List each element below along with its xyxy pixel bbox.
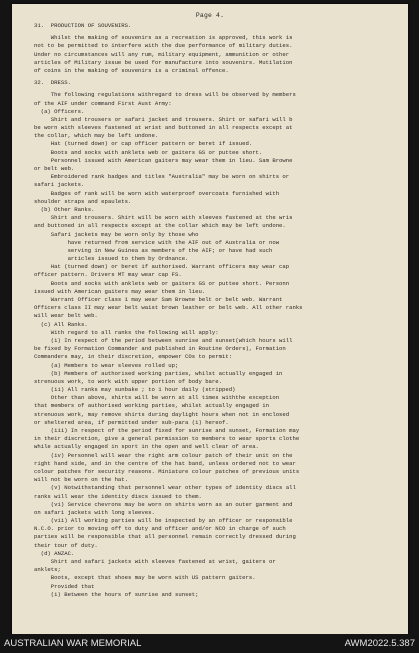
text-line: Warrant Officer class 1 may wear Sam Browne belt or belt web. Warrant [34, 296, 283, 303]
text-line: (i) In respect of the period between sunrise and sunset(which hours will [34, 336, 293, 344]
archive-name: AUSTRALIAN WAR MEMORIAL [4, 638, 142, 649]
text-line: will wear belt web. [34, 312, 98, 320]
text-line: Shirt and safari jackets with sleeves fastened at wrist, gaiters or [34, 558, 276, 565]
text-line: or sheltered area, if permitted under sub-para (i) hereof. [34, 418, 229, 426]
text-line: (c) All Ranks. [34, 320, 88, 328]
text-line: on safari jackets with long sleeves. [34, 508, 155, 516]
text-line: of the AIF under command First Aust Army: [34, 99, 172, 107]
text-line: of coins in the making of souvenirs is a criminal offence. [34, 66, 229, 74]
text-line: (i) Between the hours of sunrise and sunset; [34, 590, 199, 598]
text-line: anklets; [34, 566, 61, 574]
text-line: that members of authorised working parties, whilst actually engaged in [34, 402, 269, 410]
text-line: parties will be responsible that all personnel remain correctly dressed during [34, 533, 296, 541]
text-line: Under no circumstances will any rum, military equipment, ammunition or other [34, 50, 290, 58]
text-line: N.C.O. prior to moving off to duty and officer and/or NCO in charge of such [34, 525, 286, 533]
text-line: (vi) Service chevrons may be worn on shirts worn as an outer garment and [34, 500, 293, 508]
text-line: (d) ANZAC. [34, 549, 75, 557]
text-line: Boots and socks with anklets web or gaiters GS or puttee short. [34, 148, 263, 156]
text-line: The following regulations withregard to dress will be observed by members [34, 91, 296, 99]
text-line: right hand side, and in the centre of the hat band, unless ordered not to wear [34, 459, 296, 467]
text-line: Boots, except that shoes may be worn with US pattern gaiters. [34, 574, 256, 582]
text-line: articles issued to them by Ordnance. [34, 255, 189, 263]
text-line: 32. DRESS. [34, 79, 71, 87]
archive-footer [0, 634, 419, 653]
text-line: articles of Military issue be used for manufacture into souvenirs. Mutilation [34, 58, 293, 66]
text-line: (iv) Personnel will wear the right arm colour patch of their unit on the [34, 451, 293, 459]
text-line: shoulder straps and epaulets. [34, 197, 132, 205]
text-line: and buttoned in all respects except at the collar which may be left undone. [34, 222, 286, 230]
text-line: officer pattern. Drivers MT may wear cap FS. [34, 271, 182, 279]
text-line: serving in New Guinea as members of the AIF; or have had such [34, 246, 273, 254]
text-line: (v) Notwithstanding that personnel wear other types of identity discs all [34, 484, 296, 492]
text-line: Officers class II may wear belt waist brown leather or belt web. All other ranks [34, 304, 303, 312]
text-line: Shirt and trousers or safari jacket and trousers. Shirt or safari will b [34, 115, 293, 123]
text-line: Safari jackets may be worn only by those who [34, 230, 199, 238]
text-line: their tour of duty. [34, 541, 98, 549]
text-line: Embroidered rank badges and titles "Australia" may be worn on shirts or [34, 173, 290, 181]
text-line: the collar, which may be left undone. [34, 132, 159, 140]
text-line: (b) Members of authorised working parties, whilst actually engaged in [34, 369, 283, 377]
text-line: (iii) In respect of the period fixed for sunrise and sunset, Formation may [34, 427, 300, 434]
text-line: have returned from service with the AIF out of Australia or now [34, 238, 280, 246]
text-line: With regard to all ranks the following will apply: [34, 328, 219, 336]
item-id: AWM2022.5.387 [344, 638, 415, 649]
text-line: Personnel issued with American gaiters may wear them in lieu. Sam Browne [34, 156, 293, 164]
text-line: Hat (turned down) or beret if authorised. Warrant officers may wear cap [34, 263, 290, 271]
text-line: (vii) All working parties will be inspected by an officer or responsible [34, 517, 293, 525]
text-line: safari jackets. [34, 181, 85, 189]
text-line: be worn with sleeves fastened at wrist and buttoned in all respects except at [34, 124, 293, 132]
text-line: or belt web. [34, 165, 75, 172]
document-page [12, 4, 408, 634]
text-line: ranks will wear the identity discs issued to them. [34, 492, 202, 500]
text-line: Commanders may, in their discretion, empower COs to permit: [34, 353, 233, 361]
document-body [34, 22, 394, 599]
text-line: (a) Officers. [34, 107, 85, 115]
text-line: (ii) All ranks may sunbake ; to 1 hour daily (stripped) [34, 386, 236, 394]
text-line: strenuous work, may remove shirts during daylight hours when not in enclosed [34, 410, 290, 418]
text-line: Whilst the making of souvenirs as a recreation is approved, this work is [34, 34, 293, 42]
text-line: Boots and socks with anklets web or gaiters GS or puttee short. Personn [34, 279, 290, 287]
text-line: not to be permitted to interfere with the due performance of military duties. [34, 42, 293, 50]
text-line: strenuous work, to work with upper portion of body bare. [34, 377, 222, 385]
text-line: Hat (turned down) or cap officer pattern or beret if issued. [34, 140, 253, 148]
text-line: while actually engaged in sport in the open and well clear of area. [34, 443, 259, 451]
text-line: issued with American gaiters may wear them in lieu. [34, 287, 206, 295]
text-line: will not be worn on the hat. [34, 476, 128, 484]
page-header: Page 4. [195, 12, 225, 19]
text-line: (a) Members to wear sleeves rolled up; [34, 361, 179, 369]
text-line: Other than above, shirts will be worn at all times withthe exception [34, 394, 280, 402]
text-line: 31. PRODUCTION OF SOUVENIRS. [34, 22, 132, 29]
text-line: colour patches for security reasons. Miniature colour patches of previous units [34, 467, 300, 475]
text-line: Shirt and trousers. Shirt will be worn with sleeves fastened at the wris [34, 214, 293, 222]
text-line: Badges of rank will be worn with waterproof overcoats furnished with [34, 189, 280, 197]
text-line: (b) Other Ranks. [34, 205, 95, 213]
text-line: Provided that [34, 582, 95, 590]
text-line: be fixed by Formation Commander and published in Routine Orders), Formation [34, 345, 286, 353]
text-line: in their discretion, give a general permission to members to wear sports clothe [34, 435, 300, 443]
